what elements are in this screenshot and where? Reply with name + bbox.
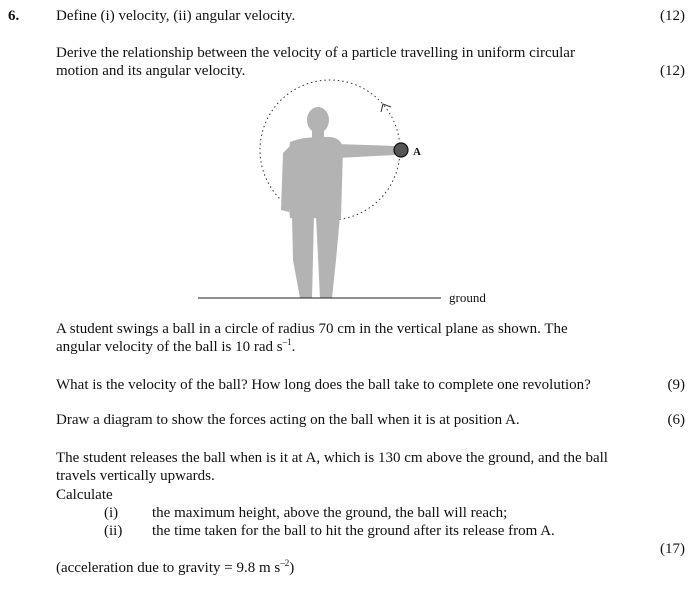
- ground-label: ground: [449, 290, 486, 305]
- part1-text: Define (i) velocity, (ii) angular velocity.: [56, 8, 296, 24]
- item-i-roman: (i): [104, 505, 119, 521]
- scenario-line2: angular velocity of the ball is 10 rad $s^{-1}$.: [56, 337, 296, 355]
- part5-line1: The student releases the ball when is it at A, which is 130 cm above the ground, and the ball: [56, 450, 608, 466]
- part1-marks: (12): [660, 8, 685, 24]
- direction-arrow-icon: [381, 104, 391, 112]
- part3-marks: (9): [667, 377, 685, 393]
- item-i-text: the maximum height, above the ground, the ball will reach;: [152, 505, 508, 521]
- part4-text: Draw a diagram to show the forces acting on the ball when it is at position A.: [56, 412, 520, 428]
- part2-line2: motion and its angular velocity.: [56, 63, 246, 79]
- ball: [394, 143, 408, 157]
- item-ii-text: the time taken for the ball to hit the ground after its release from A.: [152, 523, 555, 539]
- question-number: 6.: [8, 8, 20, 24]
- part2-line1: Derive the relationship between the velocity of a particle travelling in uniform circular: [56, 45, 575, 61]
- part4-marks: (6): [667, 412, 685, 428]
- student-figure: [281, 107, 395, 298]
- point-a-label: A: [413, 146, 421, 158]
- gravity-note: (acceleration due to gravity = 9.8 m $s^{-2}$): [56, 558, 295, 576]
- part2-marks: (12): [660, 63, 685, 79]
- part3-text: What is the velocity of the ball? How long does the ball take to complete one revolution?: [56, 377, 591, 393]
- part5-line2: travels vertically upwards.: [56, 468, 215, 484]
- item-ii-roman: (ii): [104, 523, 123, 539]
- part5-marks: (17): [660, 541, 685, 557]
- calculate-label: Calculate: [56, 487, 113, 503]
- scenario-line1: A student swings a ball in a circle of radius 70 cm in the vertical plane as shown. The: [56, 321, 568, 337]
